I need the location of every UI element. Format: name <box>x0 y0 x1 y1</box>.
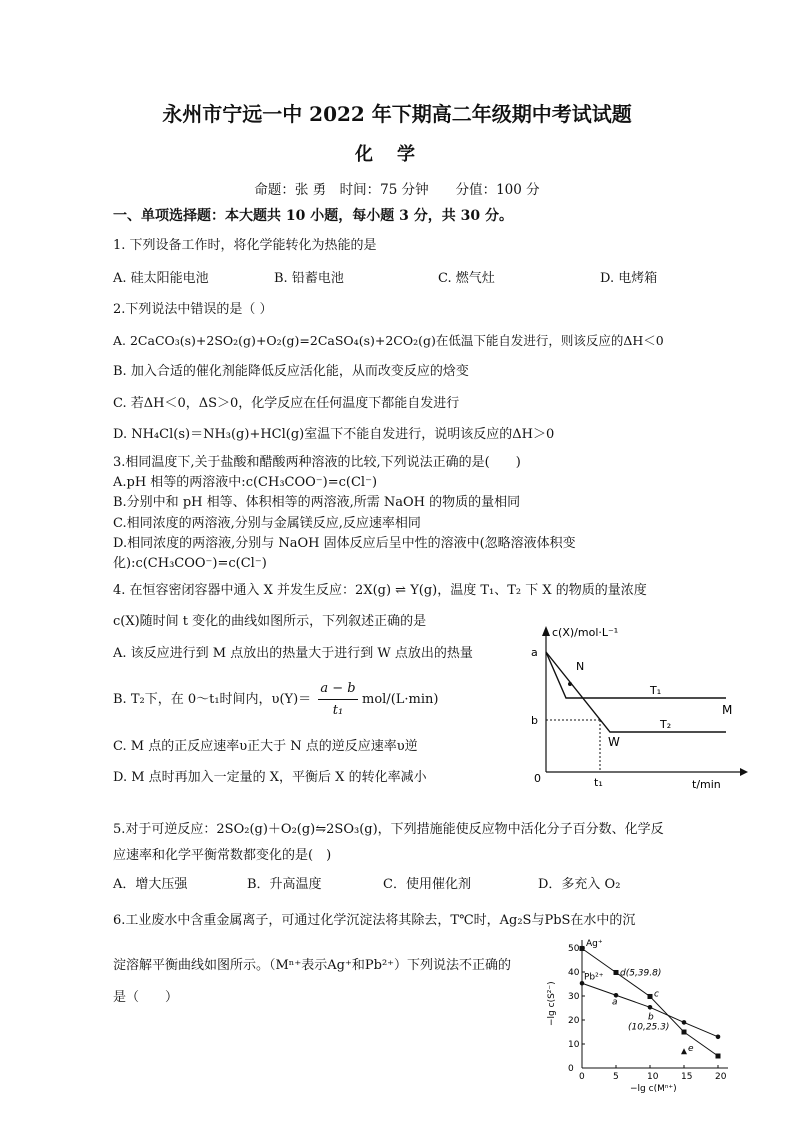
y-tick-b: b <box>531 714 538 727</box>
x-axis-label: t/min <box>692 778 721 791</box>
q6-stem-line2: 淀溶解平衡曲线如图所示。（Mⁿ⁺表示Ag⁺和Pb²⁺）下列说法不正确的 <box>113 958 512 973</box>
y-tick-label: 0 <box>568 1064 574 1074</box>
data-point <box>580 946 585 951</box>
q5-stem-line2: 应速率和化学平衡常数都变化的是( ) <box>113 848 332 863</box>
subject-title: 化学 <box>355 144 439 165</box>
q6-stem-line1: 6.工业废水中含重金属离子，可通过化学沉淀法将其除去，T℃时，Ag₂S与PbS在水中的沉 <box>113 913 636 928</box>
label-W: W <box>608 735 620 749</box>
fraction-bar <box>318 699 358 700</box>
series-line <box>582 948 718 1056</box>
q4-option-a: A. 该反应进行到 M 点放出的热量大于进行到 W 点放出的热量 <box>113 646 473 661</box>
y-axis-label: −lg c(S²⁻) <box>547 981 557 1026</box>
q4-stem-line2: c(X)随时间 t 变化的曲线如图所示，下列叙述正确的是 <box>113 614 427 629</box>
q3-option-d-line1: D.相同浓度的两溶液,分别与 NaOH 固体反应后呈中性的溶液中(忽略溶液体积变 <box>113 536 576 551</box>
x-tick-label: 20 <box>715 1072 727 1082</box>
q1-option-a: A. 硅太阳能电池 <box>113 271 209 286</box>
x-tick-label: 5 <box>613 1072 619 1082</box>
q5-option-a: A．增大压强 <box>113 877 188 892</box>
point-N <box>568 682 572 686</box>
y-tick-label: 10 <box>568 1040 580 1050</box>
y-axis-label: c(X)/mol·L⁻¹ <box>552 626 619 639</box>
series-label: Ag⁺ <box>586 939 603 949</box>
concentration-time-chart <box>526 622 750 794</box>
q3-stem: 3.相同温度下,关于盐酸和醋酸两种溶液的比较,下列说法正确的是( ) <box>113 455 521 470</box>
q1-option-d: D. 电烤箱 <box>600 271 658 286</box>
point-e-marker <box>681 1048 687 1054</box>
page-title: 永州市宁远一中 2022 年下期高二年级期中考试试题 <box>162 102 632 126</box>
data-point <box>716 1054 721 1059</box>
q4-option-b-prefix: B. T₂下，在 0～t₁时间内，υ(Y)＝ <box>113 692 312 707</box>
q4-fraction-denominator: t₁ <box>332 703 344 718</box>
x-axis-label: −lg c(Mⁿ⁺) <box>630 1084 677 1094</box>
q5-stem-line1: 5.对于可逆反应：2SO₂(g)＋O₂(g)⇋2SO₃(g)，下列措施能使反应物中活化分子百分数、化学反 <box>113 822 664 837</box>
annotation-label: a <box>612 997 618 1008</box>
q2-option-d: D. NH₄Cl(s)＝NH₃(g)+HCl(g)室温下不能自发进行，说明该反应的ΔH＞0 <box>113 427 555 442</box>
data-point <box>716 1035 721 1040</box>
q4-option-b-unit: mol/(L·min) <box>362 692 439 707</box>
label-M: M <box>722 703 733 717</box>
data-point <box>614 970 619 975</box>
y-tick-label: 30 <box>568 992 580 1002</box>
x-tick-0: 0 <box>534 772 541 785</box>
x-axis-arrow <box>740 768 748 776</box>
annotation-label: c <box>654 989 659 1000</box>
q5-option-d: D．多充入 O₂ <box>538 877 621 892</box>
q1-option-b: B. 铅蓄电池 <box>274 271 344 286</box>
series-T1-line <box>546 652 726 698</box>
x-tick-label: 10 <box>647 1072 659 1082</box>
q6-stem-line3: 是（ ） <box>113 990 179 1005</box>
y-tick-label: 50 <box>568 944 580 954</box>
label-N: N <box>576 660 585 673</box>
q4-option-d: D. M 点时再加入一定量的 X，平衡后 X 的转化率减小 <box>113 770 427 785</box>
x-tick-label: 0 <box>579 1072 585 1082</box>
q5-option-b: B．升高温度 <box>247 877 322 892</box>
data-point <box>682 1030 687 1035</box>
q2-option-c: C. 若ΔH＜0，ΔS＞0，化学反应在任何温度下都能自发进行 <box>113 396 460 411</box>
q3-option-a: A.pH 相等的两溶液中:c(CH₃COO⁻)=c(Cl⁻) <box>113 475 378 490</box>
series-label: Pb²⁺ <box>584 972 604 983</box>
q2-option-a: A. 2CaCO₃(s)+2SO₂(g)+O₂(g)=2CaSO₄(s)+2CO₂(g)在低温下能自发进行，则该反应的ΔH＜0 <box>113 333 664 348</box>
series-T1-label: T₁ <box>650 684 662 697</box>
q4-fraction-numerator: a − b <box>320 681 356 696</box>
q3-option-d-line2: 化):c(CH₃COO⁻)=c(Cl⁻) <box>113 556 267 571</box>
section-heading: 一、单项选择题：本大题共 10 小题，每小题 3 分，共 30 分。 <box>113 208 513 224</box>
q4-stem-line1: 4. 在恒容密闭容器中通入 X 并发生反应：2X(g) ⇌ Y(g)，温度 T₁、T₂ 下 X 的物质的量浓度 <box>113 583 647 598</box>
q3-option-c: C.相同浓度的两溶液,分别与金属镁反应,反应速率相同 <box>113 516 421 531</box>
series-T2-line <box>546 652 726 732</box>
exam-meta: 命题：张 勇 时间：75 分钟 分值：100 分 <box>254 182 540 198</box>
q2-option-b: B. 加入合适的催化剂能降低反应活化能，从而改变反应的焓变 <box>113 364 469 379</box>
y-axis-arrow <box>542 626 550 636</box>
q5-option-c: C．使用催化剂 <box>383 877 471 892</box>
data-point <box>648 994 653 999</box>
y-tick-a: a <box>531 646 538 659</box>
series-T2-label: T₂ <box>660 718 672 731</box>
annotation-label: b <box>648 1012 654 1023</box>
q1-option-c: C. 燃气灶 <box>438 271 495 286</box>
y-tick-label: 20 <box>568 1016 580 1026</box>
x-tick-t1: t₁ <box>594 776 603 789</box>
q1-stem: 1. 下列设备工作时，将化学能转化为热能的是 <box>113 238 377 253</box>
q3-option-b: B.分别中和 pH 相等、体积相等的两溶液,所需 NaOH 的物质的量相同 <box>113 495 521 510</box>
q2-stem: 2.下列说法中错误的是（ ） <box>113 302 273 317</box>
q4-option-c: C. M 点的正反应速率υ正大于 N 点的逆反应速率υ逆 <box>113 739 418 754</box>
annotation-label: (10,25.3) <box>628 1022 670 1033</box>
data-point <box>648 1005 653 1010</box>
y-tick-label: 40 <box>568 968 580 978</box>
annotation-label: e <box>688 1044 694 1055</box>
data-point <box>682 1020 687 1025</box>
solubility-equilibrium-chart <box>546 936 732 1096</box>
annotation-label: d(5,39.8) <box>620 968 662 979</box>
x-tick-label: 15 <box>681 1072 693 1082</box>
